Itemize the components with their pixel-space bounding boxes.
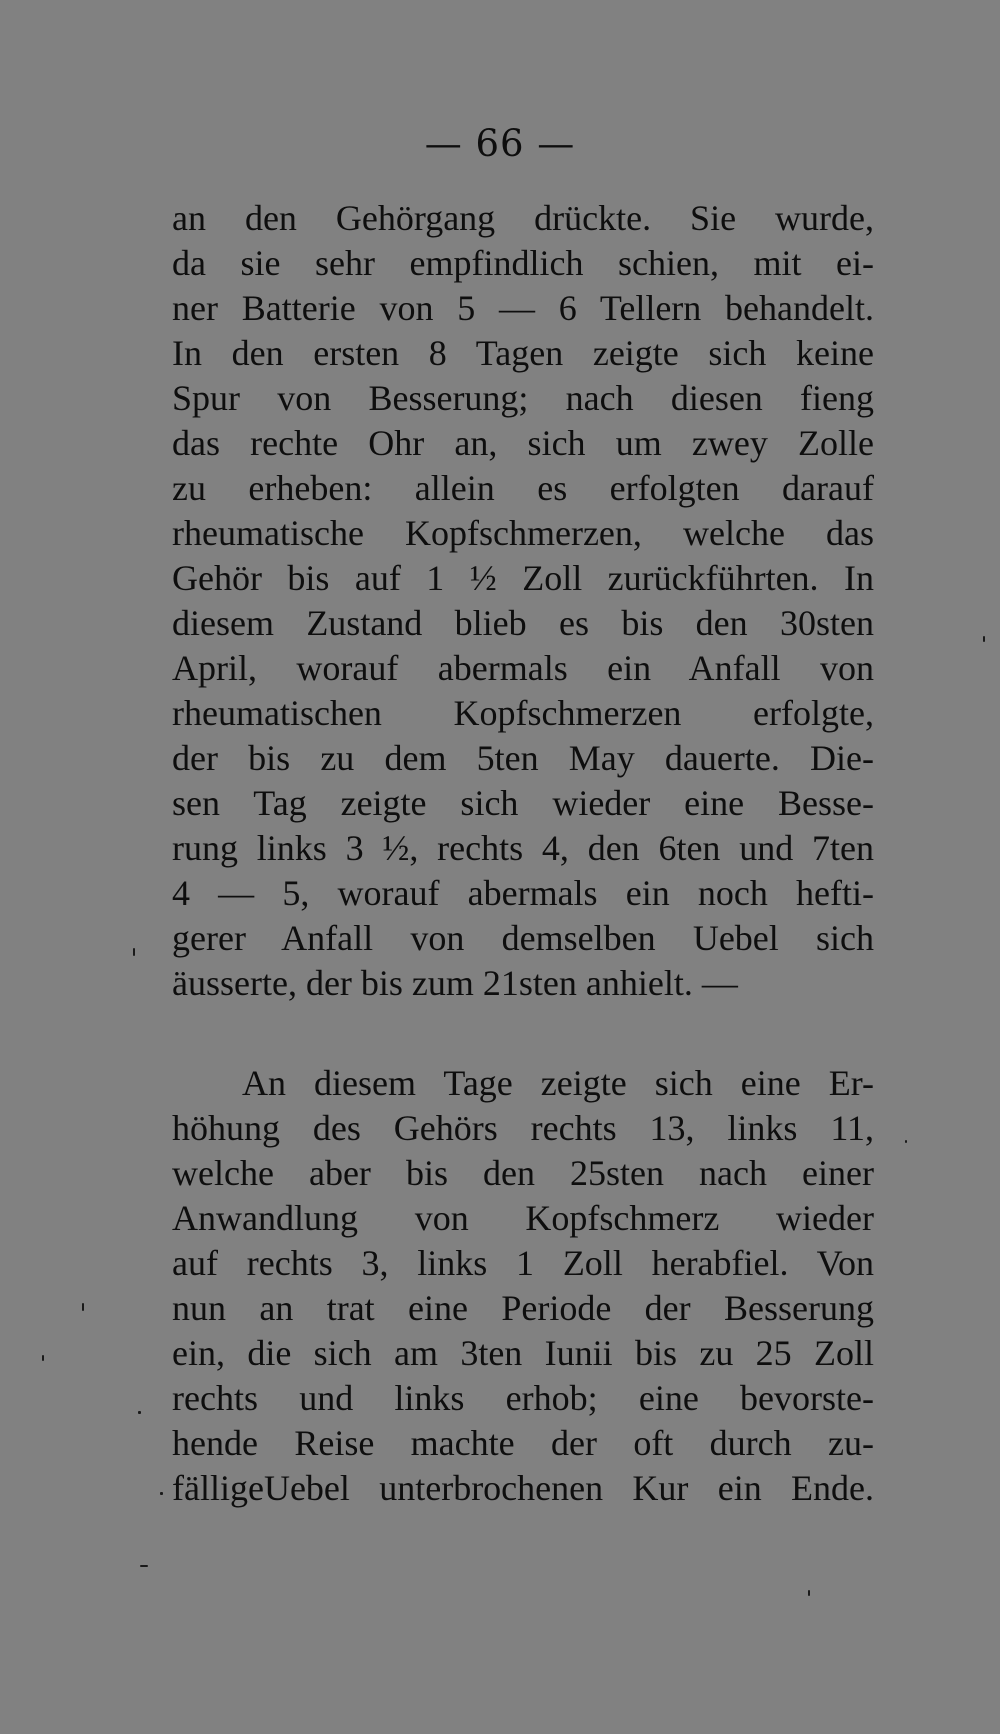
scan-speck bbox=[82, 1303, 84, 1311]
text-line: der bis zu dem 5ten May dauerte. Die- bbox=[172, 738, 874, 778]
text-line: April, worauf abermals ein Anfall von bbox=[172, 648, 874, 688]
scan-speck bbox=[138, 1411, 141, 1414]
text-line: hende Reise machte der oft durch zu- bbox=[172, 1423, 874, 1463]
scan-speck bbox=[133, 948, 135, 956]
text-line: welche aber bis den 25sten nach einer bbox=[172, 1153, 874, 1193]
text-line: rung links 3 ½, rechts 4, den 6ten und 7ten bbox=[172, 828, 874, 868]
text-line: das rechte Ohr an, sich um zwey Zolle bbox=[172, 423, 874, 463]
text-line: an den Gehörgang drückte. Sie wurde, bbox=[172, 198, 874, 238]
text-line: rheumatischen Kopfschmerzen erfolgte, bbox=[172, 693, 874, 733]
text-line: nun an trat eine Periode der Besserung bbox=[172, 1288, 874, 1328]
text-line: ein, die sich am 3ten Iunii bis zu 25 Zoll bbox=[172, 1333, 874, 1373]
text-line: da sie sehr empfindlich schien, mit ei- bbox=[172, 243, 874, 283]
text-line: höhung des Gehörs rechts 13, links 11, bbox=[172, 1108, 874, 1148]
text-line: 4 — 5, worauf abermals ein noch hefti- bbox=[172, 873, 874, 913]
text-line: In den ersten 8 Tagen zeigte sich keine bbox=[172, 333, 874, 373]
scan-speck bbox=[983, 636, 985, 642]
text-line: ner Batterie von 5 — 6 Tellern behandelt. bbox=[172, 288, 874, 328]
text-line: diesem Zustand blieb es bis den 30sten bbox=[172, 603, 874, 643]
text-line: rechts und links erhob; eine bevorste- bbox=[172, 1378, 874, 1418]
scan-speck bbox=[42, 1355, 44, 1361]
scan-speck bbox=[808, 1590, 810, 1596]
text-line: gerer Anfall von demselben Uebel sich bbox=[172, 918, 874, 958]
text-line: zu erheben: allein es erfolgten darauf bbox=[172, 468, 874, 508]
text-line: An diesem Tage zeigte sich eine Er- bbox=[242, 1063, 874, 1103]
text-line: Anwandlung von Kopfschmerz wieder bbox=[172, 1198, 874, 1238]
text-line: Spur von Besserung; nach diesen fieng bbox=[172, 378, 874, 418]
text-line: Gehör bis auf 1 ½ Zoll zurückführten. In bbox=[172, 558, 874, 598]
scan-speck bbox=[160, 1492, 163, 1495]
text-line: rheumatische Kopfschmerzen, welche das bbox=[172, 513, 874, 553]
text-line: sen Tag zeigte sich wieder eine Besse- bbox=[172, 783, 874, 823]
scan-speck bbox=[905, 1140, 907, 1143]
page-number: — 66 — bbox=[424, 122, 576, 165]
scan-speck bbox=[140, 1565, 148, 1567]
text-line: fälligeUebel unterbrochenen Kur ein Ende. bbox=[172, 1468, 874, 1508]
text-line: äusserte, der bis zum 21sten anhielt. — bbox=[172, 963, 738, 1003]
text-line: auf rechts 3, links 1 Zoll herabfiel. Von bbox=[172, 1243, 874, 1283]
